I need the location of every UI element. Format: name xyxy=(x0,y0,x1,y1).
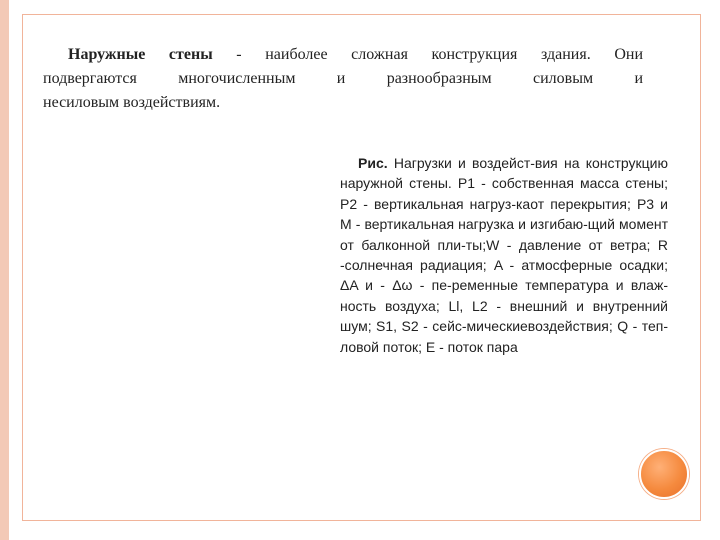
caption-text: Нагрузки и воздейст-вия на конструкцию наружной стены. P1 - собственная масса стены; P2 - вертикальная нагруз-каот перекрытия; P3 и M - вертикальная нагрузка и изгибаю-щий момент от балконной пли-ты;W - давление от ветра; R -солнечная радиация; A - атмосферные осадки; ΔA и - Δω - пе-ременные температура и влаж-ность воздуха; Ll, L2 - внешний и внутренний шум; S1, S2 - сейс-мическиевоздействия; Q - теп-ловой поток; E - поток пара xyxy=(340,155,668,355)
caption-indent xyxy=(340,155,358,171)
orange-circle-decoration xyxy=(639,449,689,499)
intro-line-1-rest: - наиболее сложная конструкция здания. Они xyxy=(212,46,643,63)
intro-paragraph xyxy=(43,43,643,115)
left-decorative-stripe xyxy=(0,0,9,540)
intro-line-1 xyxy=(43,43,643,67)
caption-label: Рис. xyxy=(358,155,388,171)
intro-bold-term: Наружные стены xyxy=(68,46,213,63)
figure-caption xyxy=(340,153,668,357)
intro-line-2: подвергаются многочисленным и разнообразным силовым и xyxy=(43,70,643,87)
intro-line-3: несиловым воздействиям. xyxy=(43,94,221,111)
